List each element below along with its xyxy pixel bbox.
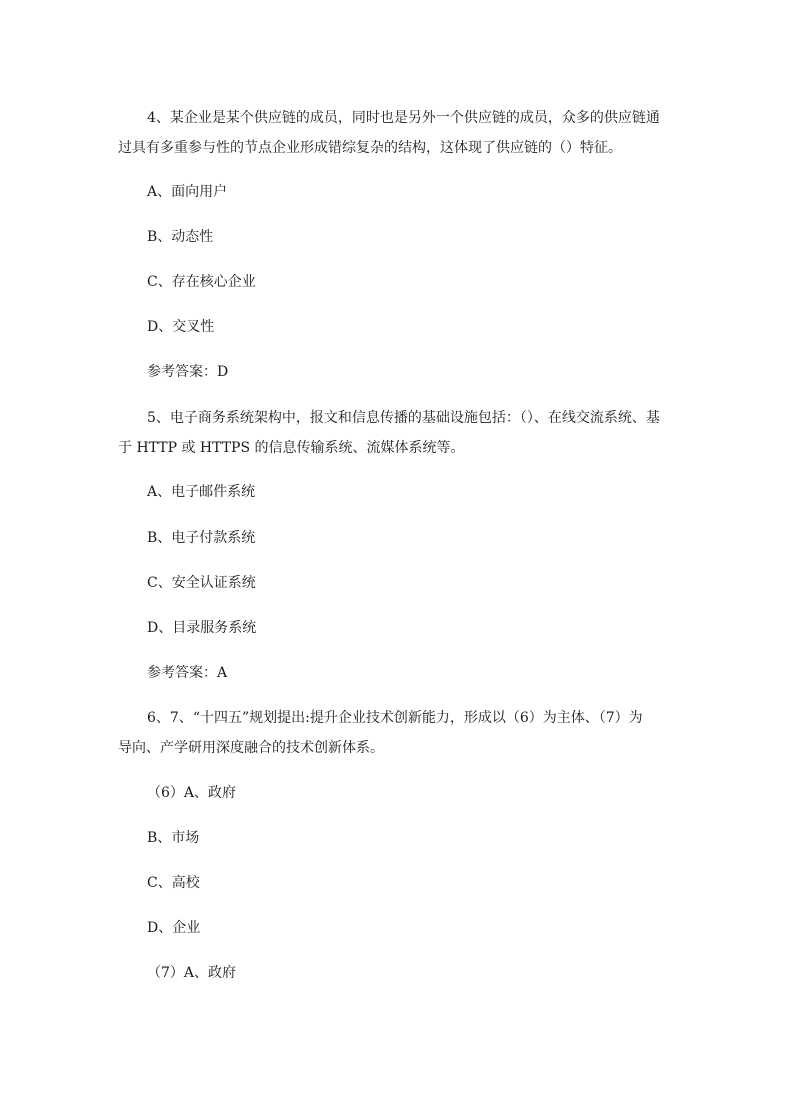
question-6-option-a: （6）A、政府 (147, 785, 237, 801)
question-5-stem-line-1: 5、电子商务系统架构中，报文和信息传播的基础设施包括：（）、在线交流系统、基 (147, 410, 660, 426)
question-6-option-b: B、市场 (147, 830, 200, 846)
question-4-option-b: B、动态性 (147, 229, 214, 245)
question-7-option-a: （7）A、政府 (147, 965, 237, 981)
question-6-7-stem-line-1: 6、7、“十四五”规划提出:提升企业技术创新能力，形成以（6）为主体、（7）为 (147, 710, 643, 726)
question-4-answer: 参考答案：D (147, 364, 229, 380)
question-4-option-a: A、面向用户 (147, 184, 228, 200)
question-6-option-c: C、高校 (147, 875, 200, 891)
question-4-stem-line-2: 过具有多重参与性的节点企业形成错综复杂的结构，这体现了供应链的（）特征。 (118, 140, 622, 156)
question-5-stem-line-2: 于 HTTP 或 HTTPS 的信息传输系统、流媒体系统等。 (118, 440, 465, 456)
question-5-option-b: B、电子付款系统 (147, 530, 256, 546)
question-5-option-c: C、安全认证系统 (147, 575, 256, 591)
question-5-answer: 参考答案：A (147, 665, 228, 681)
question-6-7-stem-line-2: 导向、产学研用深度融合的技术创新体系。 (118, 740, 384, 756)
question-4-option-d: D、交叉性 (147, 319, 215, 335)
question-6-option-d: D、企业 (147, 920, 201, 936)
question-5-option-d: D、目录服务系统 (147, 620, 257, 636)
question-5-option-a: A、电子邮件系统 (147, 484, 256, 500)
question-4-stem-line-1: 4、某企业是某个供应链的成员，同时也是另外一个供应链的成员，众多的供应链通 (147, 110, 660, 126)
question-4-option-c: C、存在核心企业 (147, 274, 256, 290)
